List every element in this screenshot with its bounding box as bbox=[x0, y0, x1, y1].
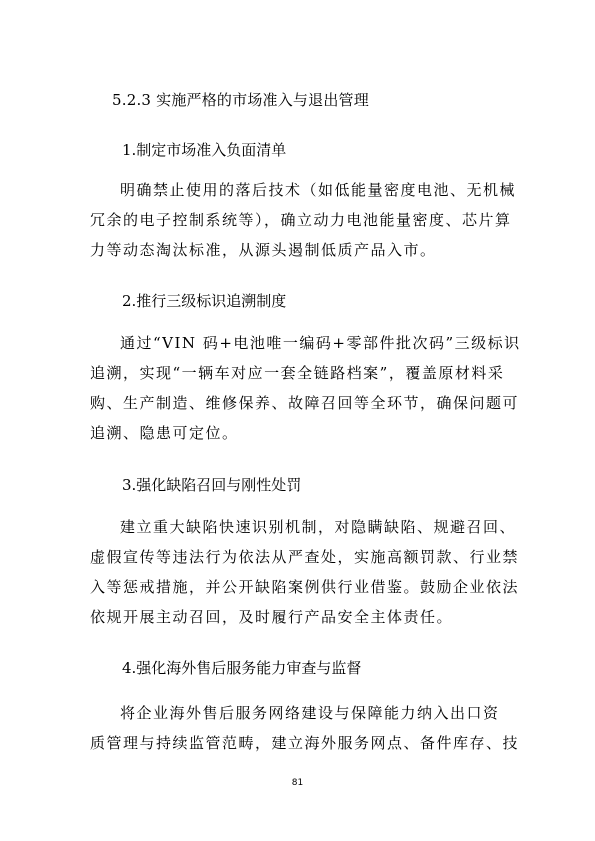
paragraph-2 bbox=[90, 328, 521, 448]
paragraph-line: 质管理与持续监管范畴，建立海外服务网点、备件库存、技 bbox=[90, 734, 520, 752]
page-number: 81 bbox=[291, 778, 304, 788]
paragraph-line: 追溯，实现“一辆车对应一套全链路档案”，覆盖原材料采 bbox=[90, 364, 505, 382]
paragraph-line: 力等动态淘汰标准，从源头遏制低质产品入市。 bbox=[90, 241, 437, 259]
paragraph-line: 购、生产制造、维修保养、故障召回等全环节，确保问题可 bbox=[90, 394, 520, 412]
subsection-heading-4: 4.强化海外售后服务能力审查与监督 bbox=[122, 659, 362, 677]
paragraph-line: 通过“VIN 码+电池唯一编码+零部件批次码”三级标识 bbox=[120, 334, 521, 352]
subsection-heading-3: 3.强化缺陷召回与刚性处罚 bbox=[122, 476, 302, 494]
section-heading: 5.2.3 实施严格的市场准入与退出管理 bbox=[112, 91, 369, 109]
paragraph-line: 明确禁止使用的落后技术（如低能量密度电池、无机械 bbox=[120, 181, 517, 199]
paragraph-line: 冗余的电子控制系统等），确立动力电池能量密度、芯片算 bbox=[90, 211, 512, 229]
paragraph-4 bbox=[90, 698, 520, 758]
paragraph-line: 入等惩戒措施，并公开缺陷案例供行业借鉴。鼓励企业依法 bbox=[90, 578, 520, 596]
subsection-heading-1: 1.制定市场准入负面清单 bbox=[122, 141, 287, 159]
paragraph-line: 建立重大缺陷快速识别机制，对隐瞒缺陷、规避召回、 bbox=[120, 518, 517, 536]
paragraph-1 bbox=[90, 175, 517, 265]
paragraph-3 bbox=[90, 512, 520, 632]
paragraph-line: 追溯、隐患可定位。 bbox=[90, 424, 239, 442]
paragraph-line: 虚假宣传等违法行为依法从严查处，实施高额罚款、行业禁 bbox=[90, 548, 520, 566]
paragraph-line: 将企业海外售后服务网络建设与保障能力纳入出口资 bbox=[120, 704, 500, 722]
paragraph-line: 依规开展主动召回，及时履行产品安全主体责任。 bbox=[90, 608, 454, 626]
subsection-heading-2: 2.推行三级标识追溯制度 bbox=[122, 292, 287, 310]
